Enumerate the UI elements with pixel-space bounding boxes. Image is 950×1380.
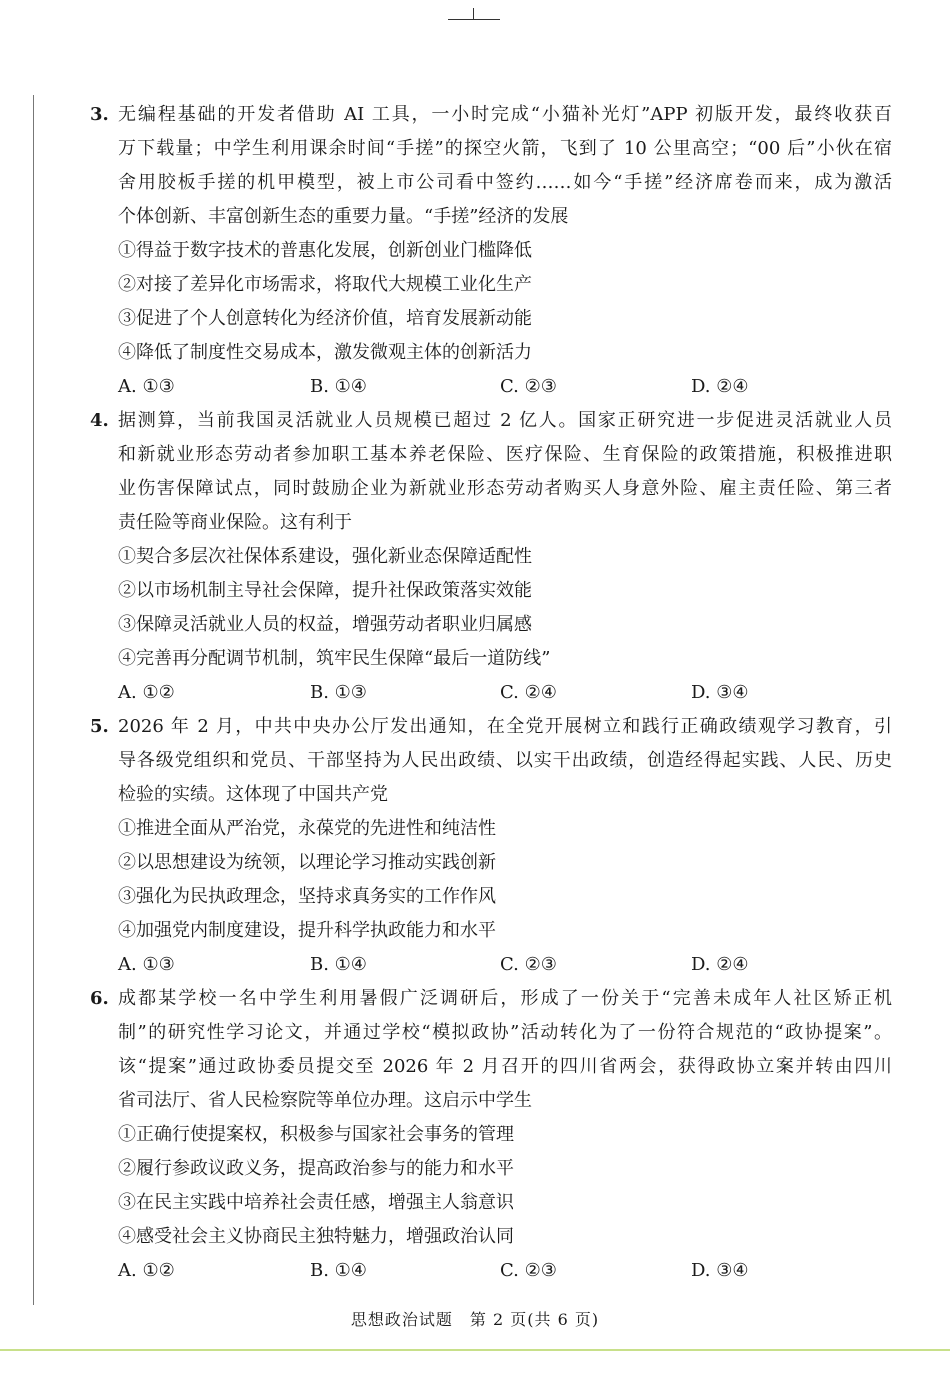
answer-choice: B. ①③	[310, 682, 367, 703]
bottom-rule	[0, 1349, 950, 1351]
statement-option: ④感受社会主义协商民主独特魅力，增强政治认同	[118, 1226, 514, 1247]
statement-option: ③强化为民执政理念，坚持求真务实的工作作风	[118, 886, 496, 907]
answer-choices	[118, 370, 892, 404]
stem-line: 个体创新、丰富创新生态的重要力量。“手搓”经济的发展	[118, 206, 569, 227]
statement-option: ①得益于数字技术的普惠化发展，创新创业门槛降低	[118, 240, 532, 261]
stem-line: 万下载量；中学生利用课余时间“手搓”的探空火箭，飞到了 10 公里高空；“00 后”小伙在宿	[118, 138, 892, 159]
margin-rule	[33, 95, 34, 1305]
stem-line: 导各级党组织和党员、干部坚持为人民出政绩、以实干出政绩，创造经得起实践、人民、历史	[118, 750, 892, 771]
stem-line: 无编程基础的开发者借助 AI 工具，一小时完成“小猫补光灯”APP 初版开发，最终收获百	[118, 104, 892, 125]
question-stem	[118, 98, 892, 234]
statement-option: ④完善再分配调节机制，筑牢民生保障“最后一道防线”	[118, 648, 551, 669]
answer-choices	[118, 948, 892, 982]
statement-option: ②以市场机制主导社会保障，提升社保政策落实效能	[118, 580, 532, 601]
answer-choice: A. ①③	[118, 954, 175, 975]
answer-choice: B. ①④	[310, 1260, 367, 1281]
answer-choice: D. ③④	[691, 682, 749, 703]
question-number: 5.	[90, 716, 109, 737]
statement-option: ②对接了差异化市场需求，将取代大规模工业化生产	[118, 274, 532, 295]
stem-line: 2026 年 2 月，中共中央办公厅发出通知，在全党开展树立和践行正确政绩观学习教育，引	[118, 716, 892, 737]
statement-option: ③在民主实践中培养社会责任感，增强主人翁意识	[118, 1192, 514, 1213]
answer-choice: C. ②③	[500, 1260, 557, 1281]
statement-option: ④降低了制度性交易成本，激发微观主体的创新活力	[118, 342, 532, 363]
statement-option: ③促进了个人创意转化为经济价值，培育发展新动能	[118, 308, 532, 329]
stem-line: 业伤害保障试点，同时鼓励企业为新就业形态劳动者购买人身意外险、雇主责任险、第三者	[118, 478, 892, 499]
page-footer: 思想政治试题 第 2 页(共 6 页)	[350, 1310, 600, 1329]
statement-option: ①正确行使提案权，积极参与国家社会事务的管理	[118, 1124, 514, 1145]
question-number: 3.	[90, 104, 109, 125]
statement-option: ②履行参政议政义务，提高政治参与的能力和水平	[118, 1158, 514, 1179]
stem-line: 省司法厅、省人民检察院等单位办理。这启示中学生	[118, 1090, 532, 1111]
answer-choice: B. ①④	[310, 376, 367, 397]
stem-line: 责任险等商业保险。这有利于	[118, 512, 352, 533]
answer-choice: B. ①④	[310, 954, 367, 975]
answer-choice: C. ②③	[500, 954, 557, 975]
question-3	[92, 98, 892, 404]
answer-choice: A. ①③	[118, 376, 175, 397]
answer-choice: A. ①②	[118, 682, 175, 703]
stem-line: 制”的研究性学习论文，并通过学校“模拟政协”活动转化为了一份符合规范的“政协提案”。	[118, 1022, 892, 1043]
question-number: 4.	[90, 410, 109, 431]
question-number: 6.	[90, 988, 109, 1009]
stem-line: 和新就业形态劳动者参加职工基本养老保险、医疗保险、生育保险的政策措施，积极推进职	[118, 444, 892, 465]
answer-choice: C. ②④	[500, 682, 557, 703]
answer-choice: D. ②④	[691, 376, 749, 397]
stem-line: 舍用胶板手搓的机甲模型，被上市公司看中签约……如今“手搓”经济席卷而来，成为激活	[118, 172, 892, 193]
stem-line: 成都某学校一名中学生利用暑假广泛调研后，形成了一份关于“完善未成年人社区矫正机	[118, 988, 892, 1009]
question-stem	[118, 982, 892, 1118]
statement-option: ③保障灵活就业人员的权益，增强劳动者职业归属感	[118, 614, 532, 635]
answer-choices	[118, 676, 892, 710]
stem-line: 该“提案”通过政协委员提交至 2026 年 2 月召开的四川省两会，获得政协立案并转由四川	[118, 1056, 892, 1077]
answer-choice: D. ②④	[691, 954, 749, 975]
question-4	[92, 404, 892, 710]
question-6	[92, 982, 892, 1288]
answer-choices	[118, 1254, 892, 1288]
stem-line: 检验的实绩。这体现了中国共产党	[118, 784, 388, 805]
question-stem	[118, 710, 892, 812]
statement-option: ①契合多层次社保体系建设，强化新业态保障适配性	[118, 546, 532, 567]
answer-choice: D. ③④	[691, 1260, 749, 1281]
answer-choice: C. ②③	[500, 376, 557, 397]
question-list	[92, 98, 892, 1288]
question-5	[92, 710, 892, 982]
question-stem	[118, 404, 892, 540]
statement-option: ②以思想建设为统领，以理论学习推动实践创新	[118, 852, 496, 873]
binding-mark	[448, 8, 500, 20]
statement-option: ①推进全面从严治党，永葆党的先进性和纯洁性	[118, 818, 496, 839]
stem-line: 据测算，当前我国灵活就业人员规模已超过 2 亿人。国家正研究进一步促进灵活就业人员	[118, 410, 892, 431]
statement-option: ④加强党内制度建设，提升科学执政能力和水平	[118, 920, 496, 941]
answer-choice: A. ①②	[118, 1260, 175, 1281]
